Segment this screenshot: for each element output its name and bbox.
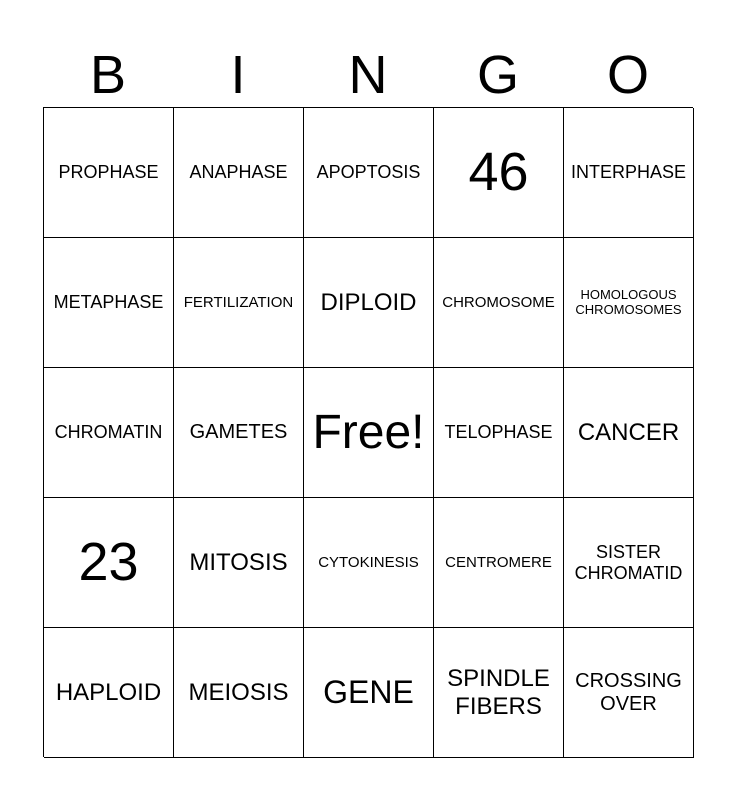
header-letter-n: N xyxy=(348,45,388,105)
bingo-cell-r3-c4[interactable] xyxy=(434,368,564,498)
bingo-cell-r1-c3[interactable] xyxy=(304,108,434,238)
bingo-cell-r4-c5[interactable] xyxy=(564,498,694,628)
bingo-cell-r2-c1[interactable] xyxy=(44,238,174,368)
bingo-cell-r1-c1[interactable] xyxy=(44,108,174,238)
bingo-cell-r4-c1[interactable] xyxy=(44,498,174,628)
bingo-cell-r3-c2[interactable] xyxy=(174,368,304,498)
bingo-cell-r5-c5[interactable] xyxy=(564,628,694,758)
bingo-cell-r2-c4[interactable] xyxy=(434,238,564,368)
bingo-cell-r4-c4[interactable] xyxy=(434,498,564,628)
cell-label: TELOPHASE xyxy=(444,422,553,443)
cell-label: CANCER xyxy=(577,418,680,446)
bingo-cell-r5-c3[interactable] xyxy=(304,628,434,758)
bingo-cell-r4-c3[interactable] xyxy=(304,498,434,628)
cell-label: CHROMATIN xyxy=(54,422,163,443)
cell-label: PROPHASE xyxy=(58,162,159,183)
bingo-cell-r5-c4[interactable] xyxy=(434,628,564,758)
bingo-header xyxy=(43,40,693,108)
cell-label: SISTER CHROMATID xyxy=(574,541,683,583)
header-letter-b: B xyxy=(89,45,127,105)
header-letter-i: I xyxy=(230,45,246,105)
cell-label: DIPLOID xyxy=(320,288,417,316)
bingo-cell-r4-c2[interactable] xyxy=(174,498,304,628)
bingo-cell-r1-c4[interactable] xyxy=(434,108,564,238)
cell-label: MITOSIS xyxy=(189,548,288,576)
bingo-cell-r2-c3[interactable] xyxy=(304,238,434,368)
bingo-cell-r1-c2[interactable] xyxy=(174,108,304,238)
cell-label: MEIOSIS xyxy=(188,678,289,706)
bingo-cell-r2-c2[interactable] xyxy=(174,238,304,368)
cell-label: FERTILIZATION xyxy=(183,293,294,311)
bingo-cell-r3-c3[interactable] xyxy=(304,368,434,498)
cell-label: GAMETES xyxy=(189,421,288,443)
bingo-cell-r3-c5[interactable] xyxy=(564,368,694,498)
cell-label: INTERPHASE xyxy=(570,162,687,183)
free-space-label: Free! xyxy=(312,405,425,459)
cell-label: 23 xyxy=(78,532,139,593)
cell-label: 46 xyxy=(468,142,529,203)
cell-label: HOMOLOGOUS CHROMOSOMES xyxy=(575,286,682,317)
bingo-board xyxy=(43,107,693,757)
bingo-cell-r1-c5[interactable] xyxy=(564,108,694,238)
cell-label: GENE xyxy=(323,674,414,711)
cell-label: ANAPHASE xyxy=(189,162,288,183)
cell-label: HAPLOID xyxy=(55,678,162,706)
cell-label: CROSSING OVER xyxy=(575,669,682,715)
bingo-cell-r5-c1[interactable] xyxy=(44,628,174,758)
cell-label: SPINDLE FIBERS xyxy=(447,664,550,720)
cell-label: APOPTOSIS xyxy=(316,162,421,183)
cell-label: CENTROMERE xyxy=(445,553,552,571)
bingo-cell-r3-c1[interactable] xyxy=(44,368,174,498)
header-letter-g: G xyxy=(476,45,519,105)
bingo-cell-r5-c2[interactable] xyxy=(174,628,304,758)
bingo-cell-r2-c5[interactable] xyxy=(564,238,694,368)
cell-label: METAPHASE xyxy=(53,292,164,313)
header-letter-o: O xyxy=(606,45,649,105)
cell-label: CHROMOSOME xyxy=(442,293,555,311)
cell-label: CYTOKINESIS xyxy=(318,553,419,571)
